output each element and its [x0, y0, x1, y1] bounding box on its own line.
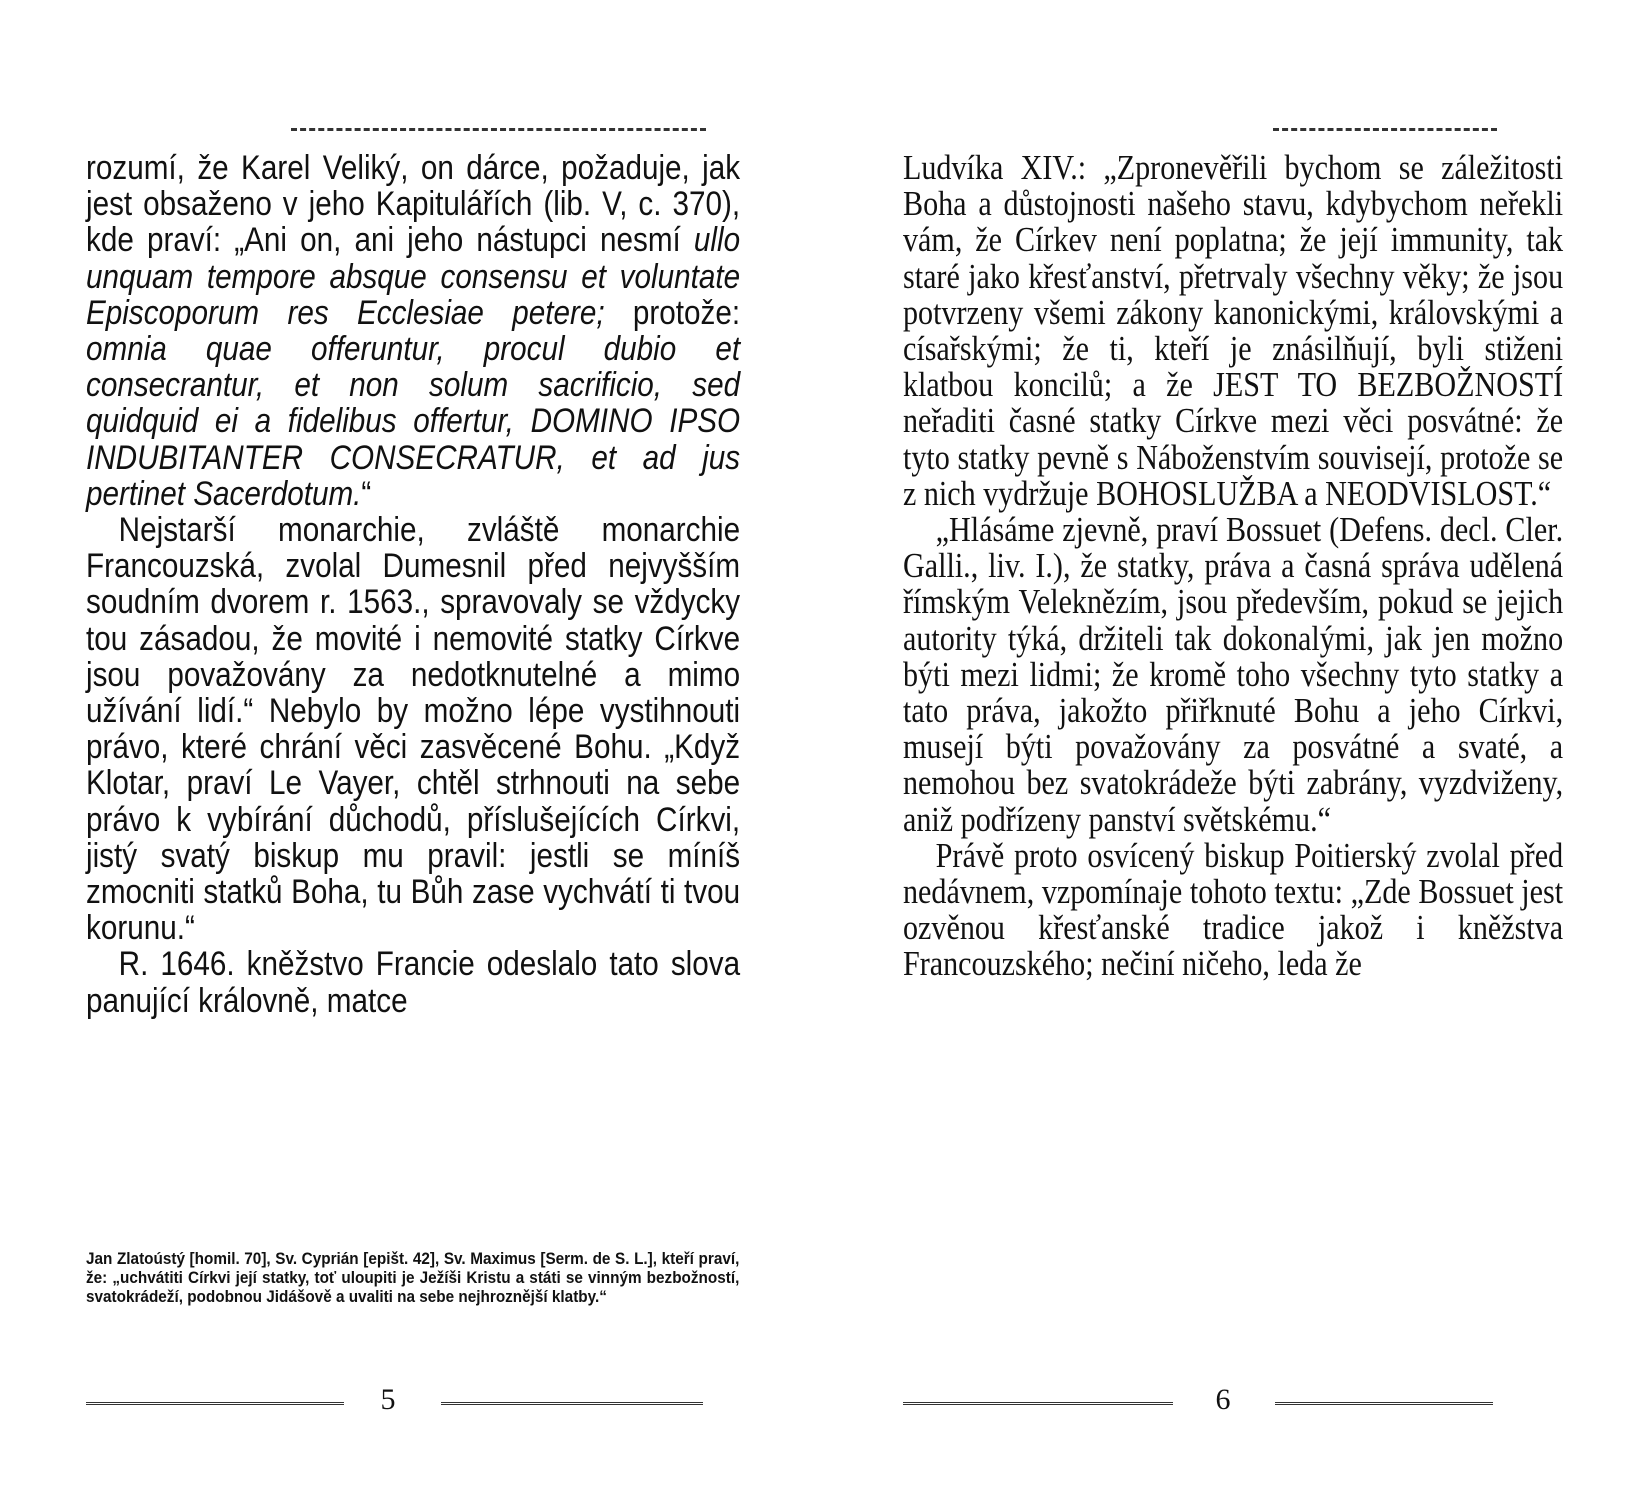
text-run: Nejstarší monarchie, zvláště monarchie Francouzská, zvolal Dumesnil před nejvyšším soudním dvorem r. 1563., spravovaly se vždycky tou zásadou, že movité i nemovité statky Církve jsou považovány za nedotknutelné a mimo užívání lidí.“ Nebylo by možno lépe vystihnouti právo, které chrání věci zasvěcené Bohu. „Když Klotar, praví Le Vayer, chtěl strhnouti na sebe právo k vybírání důchodů, příslušejících Církvi, jistý svatý biskup mu pravil: jestli se míníš zmocniti statků Boha, tu Bůh zase vychvátí ti tvou korunu.“ — [86, 511, 741, 948]
text-run: „Hlásáme zjevně, praví Bossuet (Defens. decl. Cler. Galli., liv. I.), že statky, práva a časná správa udělená římským Veleknězím, jsou především, pokud se jejich autority týká, držiteli tak dokonalými, jak jen možno býti mezi lidmi; že kromě toho všechny tyto statky a tato práva, jakožto přiřknuté Bohu a jeho Církvi, musejí býti považovány za posvátné a svaté, a nemohou bez svatokrádeže býti zabrány, vyzdviženy, aniž podřízeny panství světskému.“ — [903, 510, 1564, 839]
text-run: rozumí, že Karel Veliký, on dárce, požaduje, jak jest obsaženo v jeho Kapitulářích (lib. V, c. 370), kde praví: „Ani on, ani jeho nástupci nesmí — [86, 149, 741, 260]
text-run: “ — [361, 474, 372, 513]
paragraph — [903, 835, 1564, 984]
page-number-right: 6 — [1215, 1383, 1231, 1416]
paragraph — [903, 512, 1563, 838]
latin-quote: omnia quae offeruntur, procul dubio et consecrantur, et non solum sacrificio, sed quidquid ei a fidelibus offertur, DOMINO IPSO INDUBITANTER CONSECRATUR, et ad jus pertinet Sacerdotum. — [86, 330, 741, 513]
text-run: R. 1646. kněžstvo Francie odeslalo tato slova panující královně, matce — [86, 945, 741, 1020]
paragraph — [86, 512, 740, 946]
page-number-left: 5 — [380, 1383, 396, 1416]
text-run: Právě proto osvícený biskup Poitierský zvolal před nedávnem, vzpomínaje tohoto textu: „Zde Bossuet jest ozvěnou křesťanské tradice jakož i kněžstva Francouzského; nečiní ničeho, leda že — [903, 835, 1564, 984]
top-rule-left — [291, 128, 706, 131]
right-body-text — [903, 150, 1563, 983]
left-body-text — [86, 150, 740, 1019]
top-rule-right — [1273, 128, 1497, 131]
left-footnote: Jan Zlatoústý [homil. 70], Sv. Cyprián [epišt. 42], Sv. Maximus [Serm. de S. L.], kteří praví, že: „uchvátiti Církvi její statky, toť uloupiti je Ježíši Kristu a státi se vinným bezbožností, svatokrádeží, podobnou Jidášově a uvaliti na sebe nejhroznější klatby.“ — [86, 1249, 740, 1306]
paragraph — [86, 150, 740, 512]
text-run: Ludvíka XIV.: „Zpronevěřili bychom se záležitosti Boha a důstojnosti našeho stavu, kdybychom neřekli vám, že Církev není poplatna; že její immunity, tak staré jako křesťanství, přetrvaly všechny věky; že jsou potvrzeny všemi zákony kanonickými, královskými a císařskými; že ti, kteří je znásilňují, byli stiženi klatbou koncilů; a že JEST TO BEZBOŽNOSTÍ neřaditi časné statky Církve mezi věci posvátné: že tyto statky pevně s Náboženstvím souvisejí, protože se z nich vydržuje BOHOSLUŽBA a NEODVISLOST.“ — [903, 148, 1564, 513]
footer-rule-left-b — [441, 1402, 703, 1408]
footer-rule-right-b — [1275, 1402, 1493, 1408]
paragraph — [86, 946, 740, 1018]
text-run: protože: — [604, 293, 741, 332]
footer-rule-left-a — [86, 1402, 344, 1408]
latin-quote: ullo unquam tempore absque consensu et voluntate Episcoporum res Ecclesiae petere; — [86, 221, 741, 332]
left-footer — [86, 1383, 740, 1423]
footer-rule-right-a — [903, 1402, 1173, 1408]
right-footer — [903, 1383, 1563, 1423]
paragraph — [903, 150, 1563, 512]
